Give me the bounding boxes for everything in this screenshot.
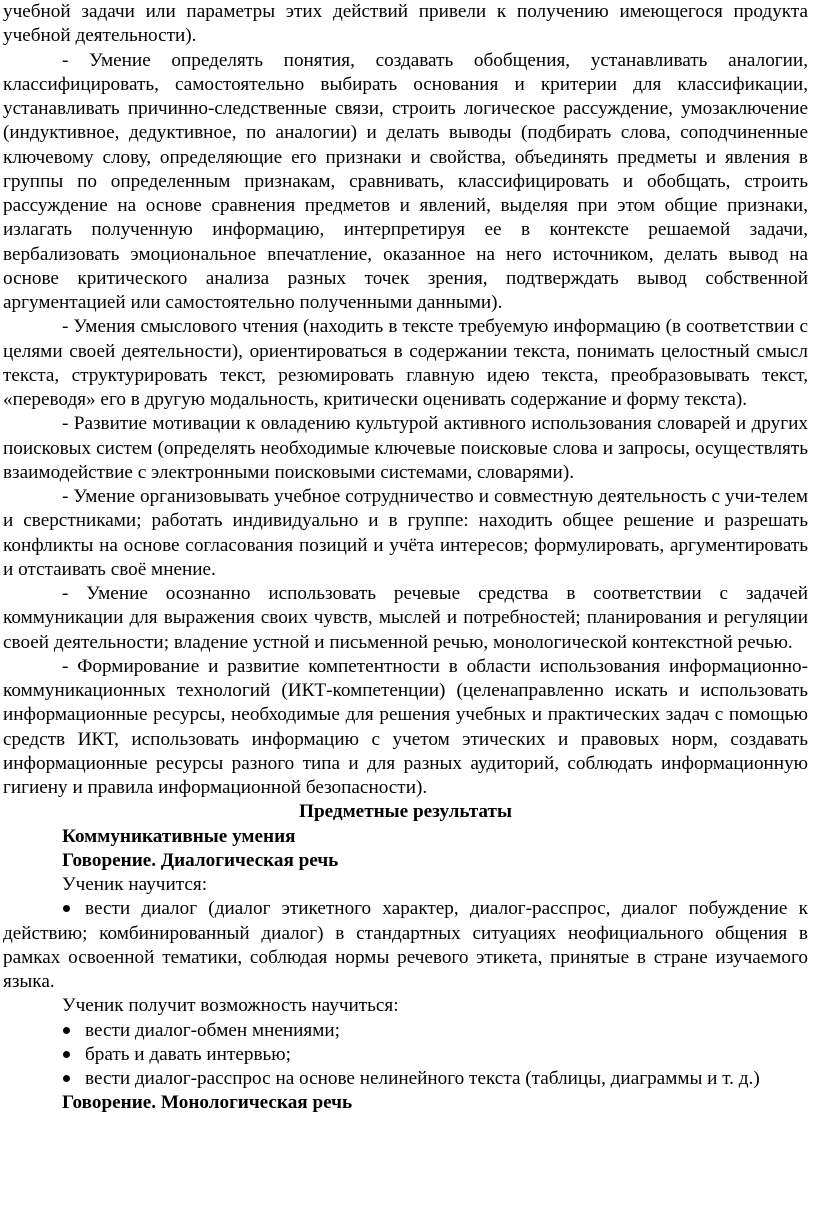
list-item-text: вести диалог (диалог этикетного характер, диалог-расспрос, диалог побуждение к действию; комбинированный диалог) в стандартных ситуациях неофициального общения в рамках освоенной тематики, соблюдая нормы речевого этикета, принятые в стране изучаемого языка.	[3, 898, 808, 992]
paragraph-concepts: - Умение определять понятия, создавать обобщения, устанавливать аналогии, классифицировать, самостоятельно выбирать основания и критерии для классификации, устанавливать причинно-следственные связи, строить логическое рассуждение, умозаключение (индуктивное, дедуктивное, по аналогии) и делать выводы (подбирать слова, соподчиненные ключевому слову, определяющие его признаки и свойства, объединять предметы и явления в группы по определенным признакам, сравнивать, классифицировать и обобщать, строить рассуждение на основе сравнения предметов и явлений, выделяя при этом общие признаки, излагать полученную информацию, интерпретируя ее в контексте решаемой задачи, вербализовать эмоциональное впечатление, оказанное на него источником, делать вывод на основе критического анализа разных точек зрения, подтверждать вывод собственной аргументацией или самостоятельно полученными данными).	[3, 49, 808, 313]
list-item-text: вести диалог-обмен мнениями;	[85, 1019, 340, 1041]
list-item	[3, 897, 808, 994]
heading-monologic-speech: Говорение. Монологическая речь	[62, 1092, 353, 1114]
heading-communicative-skills: Коммуникативные умения	[62, 825, 296, 847]
paragraph-ict: - Формирование и развитие компетентности в области использования информационно-коммуникационных технологий (ИКТ-компетенции) (целенаправленно искать и использовать информационные ресурсы, необходимые для решения учебных и практических задач с помощью средств ИКТ, использовать информацию с учетом этических и правовых норм, создавать информационные ресурсы разного типа и для разных аудиторий, соблюдать информационную гигиену и правила информационной безопасности).	[3, 655, 808, 798]
list-item-text: брать и давать интервью;	[85, 1043, 291, 1065]
learner-will-learn: Ученик научится:	[62, 874, 208, 895]
paragraph-cooperation: - Умение организовывать учебное сотрудничество и совместную деятельность с учи-телем и сверстниками; работать индивидуально и в группе: находить общее решение и разрешать конфликты на основе согласования позиций и учёта интересов; формулировать, аргументировать и отстаивать своё мнение.	[3, 486, 808, 580]
heading-dialogic-speech: Говорение. Диалогическая речь	[62, 849, 339, 871]
bullet-icon	[63, 1027, 70, 1034]
list-item	[3, 1019, 808, 1043]
bullet-icon	[63, 1075, 70, 1082]
bullet-icon	[63, 905, 70, 912]
section-title-subject-results: Предметные результаты	[299, 801, 512, 823]
list-item-text: вести диалог-расспрос на основе нелинейного текста (таблицы, диаграммы и т. д.)	[85, 1068, 760, 1089]
learner-may-learn: Ученик получит возможность научиться:	[62, 995, 399, 1017]
paragraph-dictionaries: - Развитие мотивации к овладению культурой активного использования словарей и других поисковых систем (определять необходимые ключевые поисковые слова и запросы, осуществлять взаимодействие с электронными поисковыми системами, словарями).	[3, 413, 808, 483]
paragraph-reading: - Умения смыслового чтения (находить в тексте требуемую информацию (в соответствии с целями своей деятельности), ориентироваться в содержании текста, понимать целостный смысл текста, структурировать текст, резюмировать главную идею текста, преобразовывать текст, «переводя» его в другую модальность, критически оценивать содержание и форму текста).	[3, 316, 808, 410]
bullet-icon	[63, 1051, 70, 1058]
paragraph-speech-means: - Умение осознанно использовать речевые средства в соответствии с задачей коммуникации для выражения своих чувств, мыслей и потребностей; планирования и регуляции своей деятельности; владение устной и письменной речью, монологической контекстной речью.	[3, 583, 808, 653]
list-item	[3, 1067, 808, 1091]
list-item	[3, 1043, 808, 1067]
paragraph-continuation: учебной задачи или параметры этих действий привели к получению имеющегося продукта учебной деятельности).	[3, 1, 808, 47]
